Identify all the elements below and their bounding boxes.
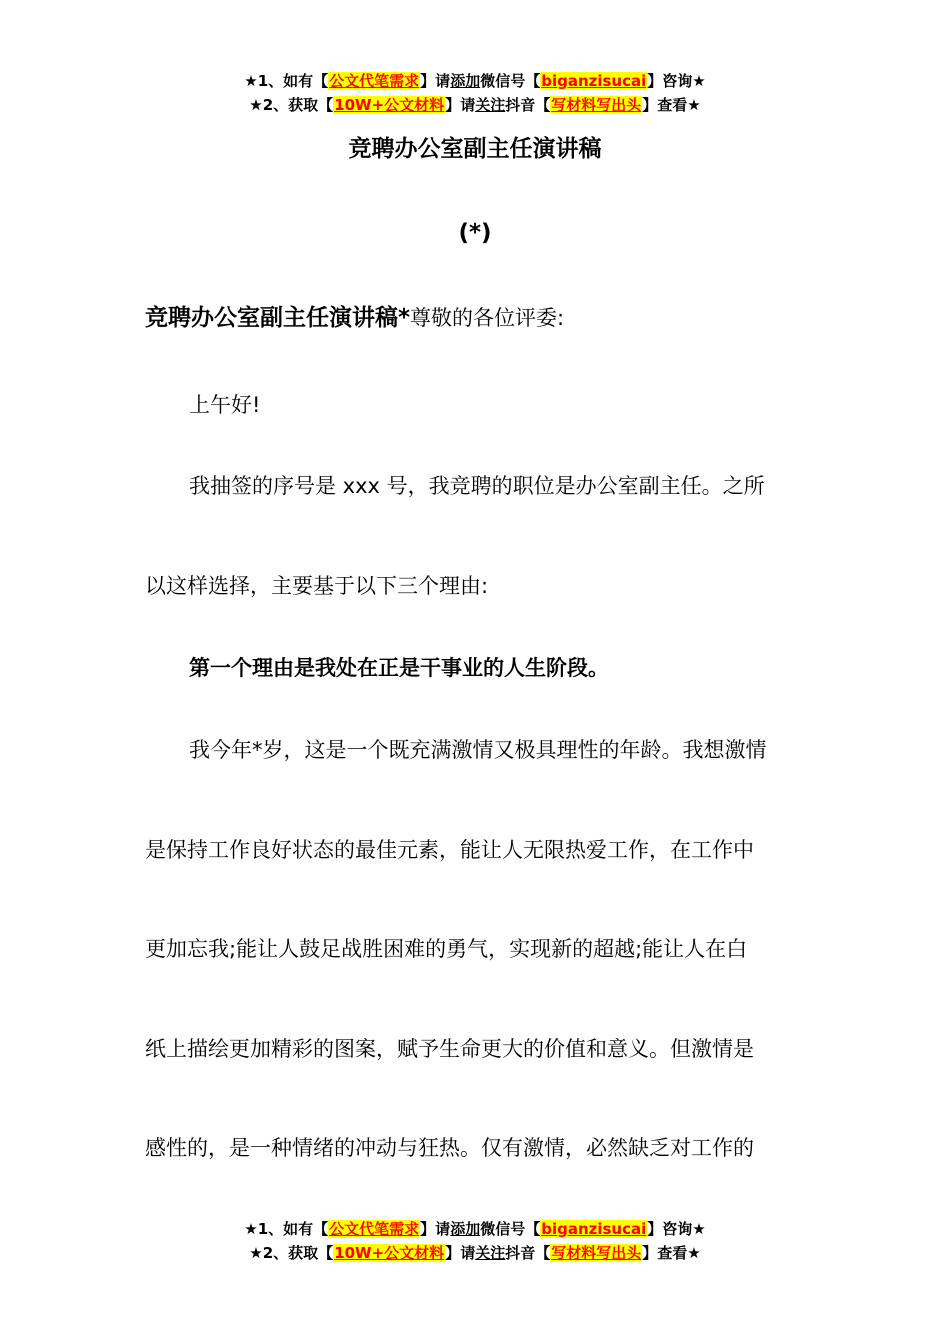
douyin-account-link[interactable]: 写材料写出头 (551, 1244, 642, 1262)
document-subtitle: (*) (458, 220, 492, 246)
banner-text: 】请 (445, 96, 476, 114)
banner-text: 抖音【 (505, 1244, 551, 1262)
follow-text: 关注 (475, 96, 506, 114)
banner-text: 】咨询★ (647, 72, 706, 90)
greeting: 尊敬的各位评委: (410, 306, 565, 330)
paragraph-2-line-2: 是保持工作良好状态的最佳元素，能让人无限热爱工作，在工作中 (145, 838, 754, 862)
paragraph-2-line-4: 纸上描绘更加精彩的图案，赋予生命更大的价值和意义。但激情是 (145, 1037, 754, 1061)
banner-text: 】请 (445, 1244, 476, 1262)
hello-line: 上午好! (189, 393, 261, 417)
banner-text: 】请 (420, 72, 451, 90)
greeting-line (145, 303, 564, 333)
douyin-account-link[interactable]: 写材料写出头 (551, 96, 642, 114)
top-banner (0, 69, 950, 117)
materials-link[interactable]: 10W+公文材料 (334, 96, 445, 114)
banner-text: 】咨询★ (647, 1220, 706, 1238)
banner-line-2 (0, 93, 950, 117)
materials-link[interactable]: 10W+公文材料 (334, 1244, 445, 1262)
paragraph-2-line-5: 感性的，是一种情绪的冲动与狂热。仅有激情，必然缺乏对工作的 (145, 1136, 754, 1160)
banner-prefix: ★1、如有【 (244, 1220, 329, 1238)
document-title: 竞聘办公室副主任演讲稿 (348, 136, 602, 162)
paragraph-2-line-3: 更加忘我;能让人鼓足战胜困难的勇气，实现新的超越;能让人在白 (145, 937, 748, 961)
banner-prefix: ★2、获取【 (249, 96, 334, 114)
ghostwriting-link[interactable]: 公文代笔需求 (329, 72, 420, 90)
bottom-banner (0, 1217, 950, 1265)
paragraph-2-line-1: 我今年*岁，这是一个既充满激情又极具理性的年龄。我想激情 (189, 738, 767, 762)
banner-text: 抖音【 (505, 96, 551, 114)
lead-title: 竞聘办公室副主任演讲稿* (145, 305, 411, 331)
follow-text: 关注 (475, 1244, 506, 1262)
banner-prefix: ★2、获取【 (249, 1244, 334, 1262)
paragraph-1-line-1: 我抽签的序号是 xxx 号，我竞聘的职位是办公室副主任。之所 (189, 474, 765, 498)
reason-1-heading: 第一个理由是我处在正是干事业的人生阶段。 (189, 656, 609, 680)
banner-text: 】请 (420, 1220, 451, 1238)
add-text: 添加 (450, 1220, 481, 1238)
banner-line-1 (0, 1217, 950, 1241)
banner-text: 】查看★ (642, 1244, 701, 1262)
wechat-id-link[interactable]: biganzisucai (541, 72, 647, 90)
banner-text: 微信号【 (480, 1220, 541, 1238)
banner-line-1 (0, 69, 950, 93)
banner-prefix: ★1、如有【 (244, 72, 329, 90)
banner-text: 】查看★ (642, 96, 701, 114)
paragraph-1-line-2: 以这样选择，主要基于以下三个理由: (145, 574, 489, 598)
ghostwriting-link[interactable]: 公文代笔需求 (329, 1220, 420, 1238)
add-text: 添加 (450, 72, 481, 90)
banner-text: 微信号【 (480, 72, 541, 90)
banner-line-2 (0, 1241, 950, 1265)
wechat-id-link[interactable]: biganzisucai (541, 1220, 647, 1238)
